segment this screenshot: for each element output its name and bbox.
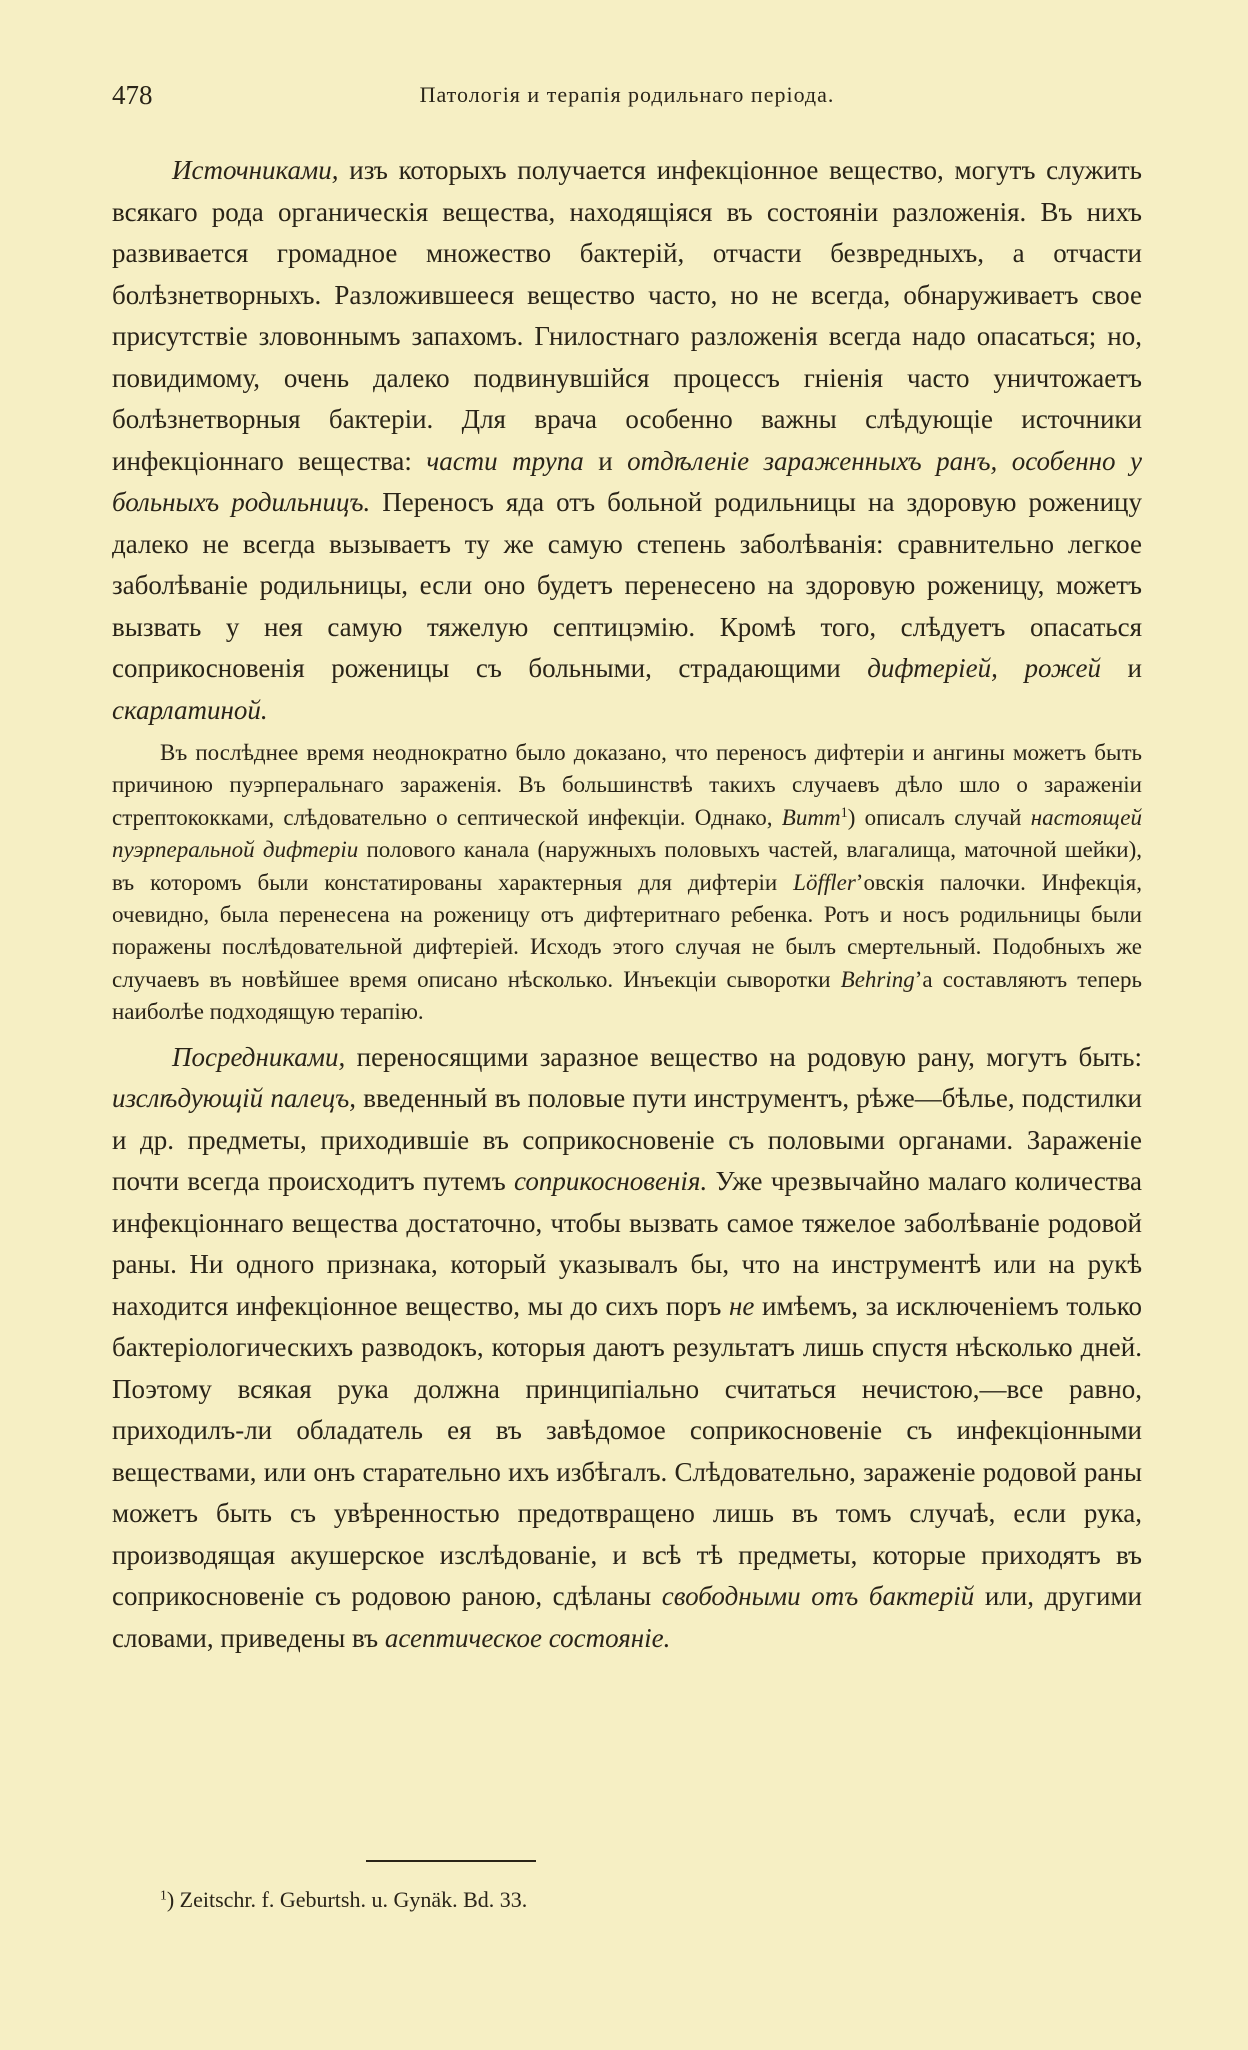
text-span: и [583, 445, 628, 476]
term-examining-finger: изслѣдующій палецъ, [112, 1083, 357, 1114]
term-intermediaries: Посредниками, [172, 1041, 346, 1072]
term-sources: Источниками, [172, 155, 339, 185]
text-span: введенный въ половые пути инструментъ, рѣже—бѣлье, подстилки и др. предметы, приходившіе въ соприкосновеніе съ половыми органами. Зараженіе почти всегда происходитъ путемъ [112, 1083, 1142, 1197]
text-span: полового канала (наружныхъ половыхъ частей, влагалища, маточной шейки), въ которомъ были констатированы характерныя для дифтеріи [112, 837, 1142, 895]
text-span: и [1101, 653, 1143, 683]
text-span: ’а составляютъ теперь наиболѣе подходящую терапію. [112, 966, 1142, 1025]
term-scarlatina: скарлатиной. [112, 694, 268, 725]
text-span: изъ которыхъ получается инфекціонное вещество, могутъ служить всякаго рода органическія вещества, находящіяся въ состояніи разложенія. Въ нихъ развивается громадное множество бактерій, отчасти безвредныхъ, а отчасти болѣзнетворныхъ. Разложившееся вещество часто, но не всегда, обнаруживаетъ свое присутствіе зловоннымъ запахомъ. Гнилостнаго разложенія всегда надо опасаться; но, повидимому, очень далеко подвинувшійся процессъ гніенія часто уничтожаетъ болѣзнетворныя бактеріи. Для врача особенно важны слѣдующіе источники инфекціоннаго вещества: [112, 155, 1142, 476]
term-aseptic-state: асептическое состояніе. [384, 1622, 671, 1653]
footnote-ref: 1 [840, 804, 848, 821]
footnote [160, 1887, 527, 1913]
text-span: ) описалъ случай [847, 804, 1031, 830]
text-span: ’овскія палочки. Инфекція, очевидно, была перенесена на роженицу отъ дифтеритнаго ребенка. Ротъ и носъ родильницы были поражены послѣдовательной дифтеріей. Исходъ этого случая не былъ смертельный. Подобныхъ же случаевъ въ новѣйшее время описано нѣсколько. Инъекціи сыворотки [112, 869, 1143, 992]
running-title: Патологія и терапія родильнаго періода. [419, 82, 835, 107]
page-header [112, 80, 1142, 116]
page-number: 478 [112, 80, 153, 110]
term-puerperal-diphtheria: настоящей пуэрперальной дифтеріи [112, 804, 1142, 863]
text-span: Уже чрезвычайно малаго количества инфекціоннаго вещества достаточно, чтобы вызвать самое тяжелое заболѣваніе родовой раны. Ни одного признака, который указывалъ бы, что на инструментѣ или на рукѣ находится инфекціонное вещество, мы до сихъ поръ [112, 1166, 1142, 1321]
term-contact: соприкосновенія. [514, 1166, 708, 1197]
term-not: не [729, 1290, 755, 1321]
text-span: или, другими словами, приведены въ [112, 1581, 1142, 1653]
term-corpse-parts: части трупа [426, 445, 584, 476]
text-span: Переносъ яда отъ больной родильницы на здоровую роженицу далеко не всегда вызываетъ ту же самую степень заболѣванія: сравнительно легкое заболѣваніе родильницы, если оно будетъ перенесено на здоровую роженицу, можетъ вызвать у нея самую тяжелую септицэмію. Кромѣ того, слѣдуетъ опасаться соприкосновенія роженицы съ больными, страдающими [112, 487, 1142, 683]
term-diphtheria-erysipelas: дифтеріей, рожей [867, 653, 1102, 683]
author-witt: Витт [781, 804, 841, 830]
footnote-text: ) Zeitschr. f. Geburtsh. u. Gynäk. Bd. 33. [166, 1887, 528, 1912]
footnote-marker: 1 [160, 1887, 167, 1903]
text-span: имѣемъ, за исключеніемъ только бактеріологическихъ разводокъ, которыя даютъ результатъ лишь спустя нѣсколько дней. Поэтому всякая рука должна принципіально считаться нечистою,—все равно, приходилъ-ли обладатель ея въ завѣдомое соприкосновеніе съ инфекціонными веществами, или онъ старательно ихъ избѣгалъ. Слѣдовательно, зараженіе родовой раны можетъ быть съ увѣренностью предотвращено лишь въ томъ случаѣ, если рука, производящая акушерское изслѣдованіе, и всѣ тѣ предметы, которые приходятъ въ соприкосновеніе съ родовою раною, сдѣланы [112, 1290, 1142, 1612]
author-behring: Behring [840, 966, 915, 992]
paragraph-intermediaries [112, 1037, 1142, 1660]
paragraph-diphtheria-note [112, 737, 1142, 1029]
term-wound-discharge: отдѣленіе зараженныхъ ранъ, особенно у больныхъ родильницъ. [112, 445, 1142, 517]
text-span: Въ послѣднее время неоднократно было доказано, что переносъ дифтеріи и ангины можетъ быть причиною пуэрперальнаго зараженія. Въ большинствѣ такихъ случаевъ дѣло шло о зараженіи стрептококками, слѣдовательно о септической инфекціи. Однако, [112, 740, 1142, 830]
body-text [112, 150, 1142, 1659]
text-span: переносящими заразное вещество на родовую рану, могутъ быть: [345, 1041, 1142, 1072]
footnote-rule [366, 1860, 536, 1862]
author-loeffler: Löffler [793, 869, 856, 895]
term-bacteria-free: свободными отъ бактерій [661, 1581, 975, 1612]
paragraph-sources [112, 150, 1142, 731]
